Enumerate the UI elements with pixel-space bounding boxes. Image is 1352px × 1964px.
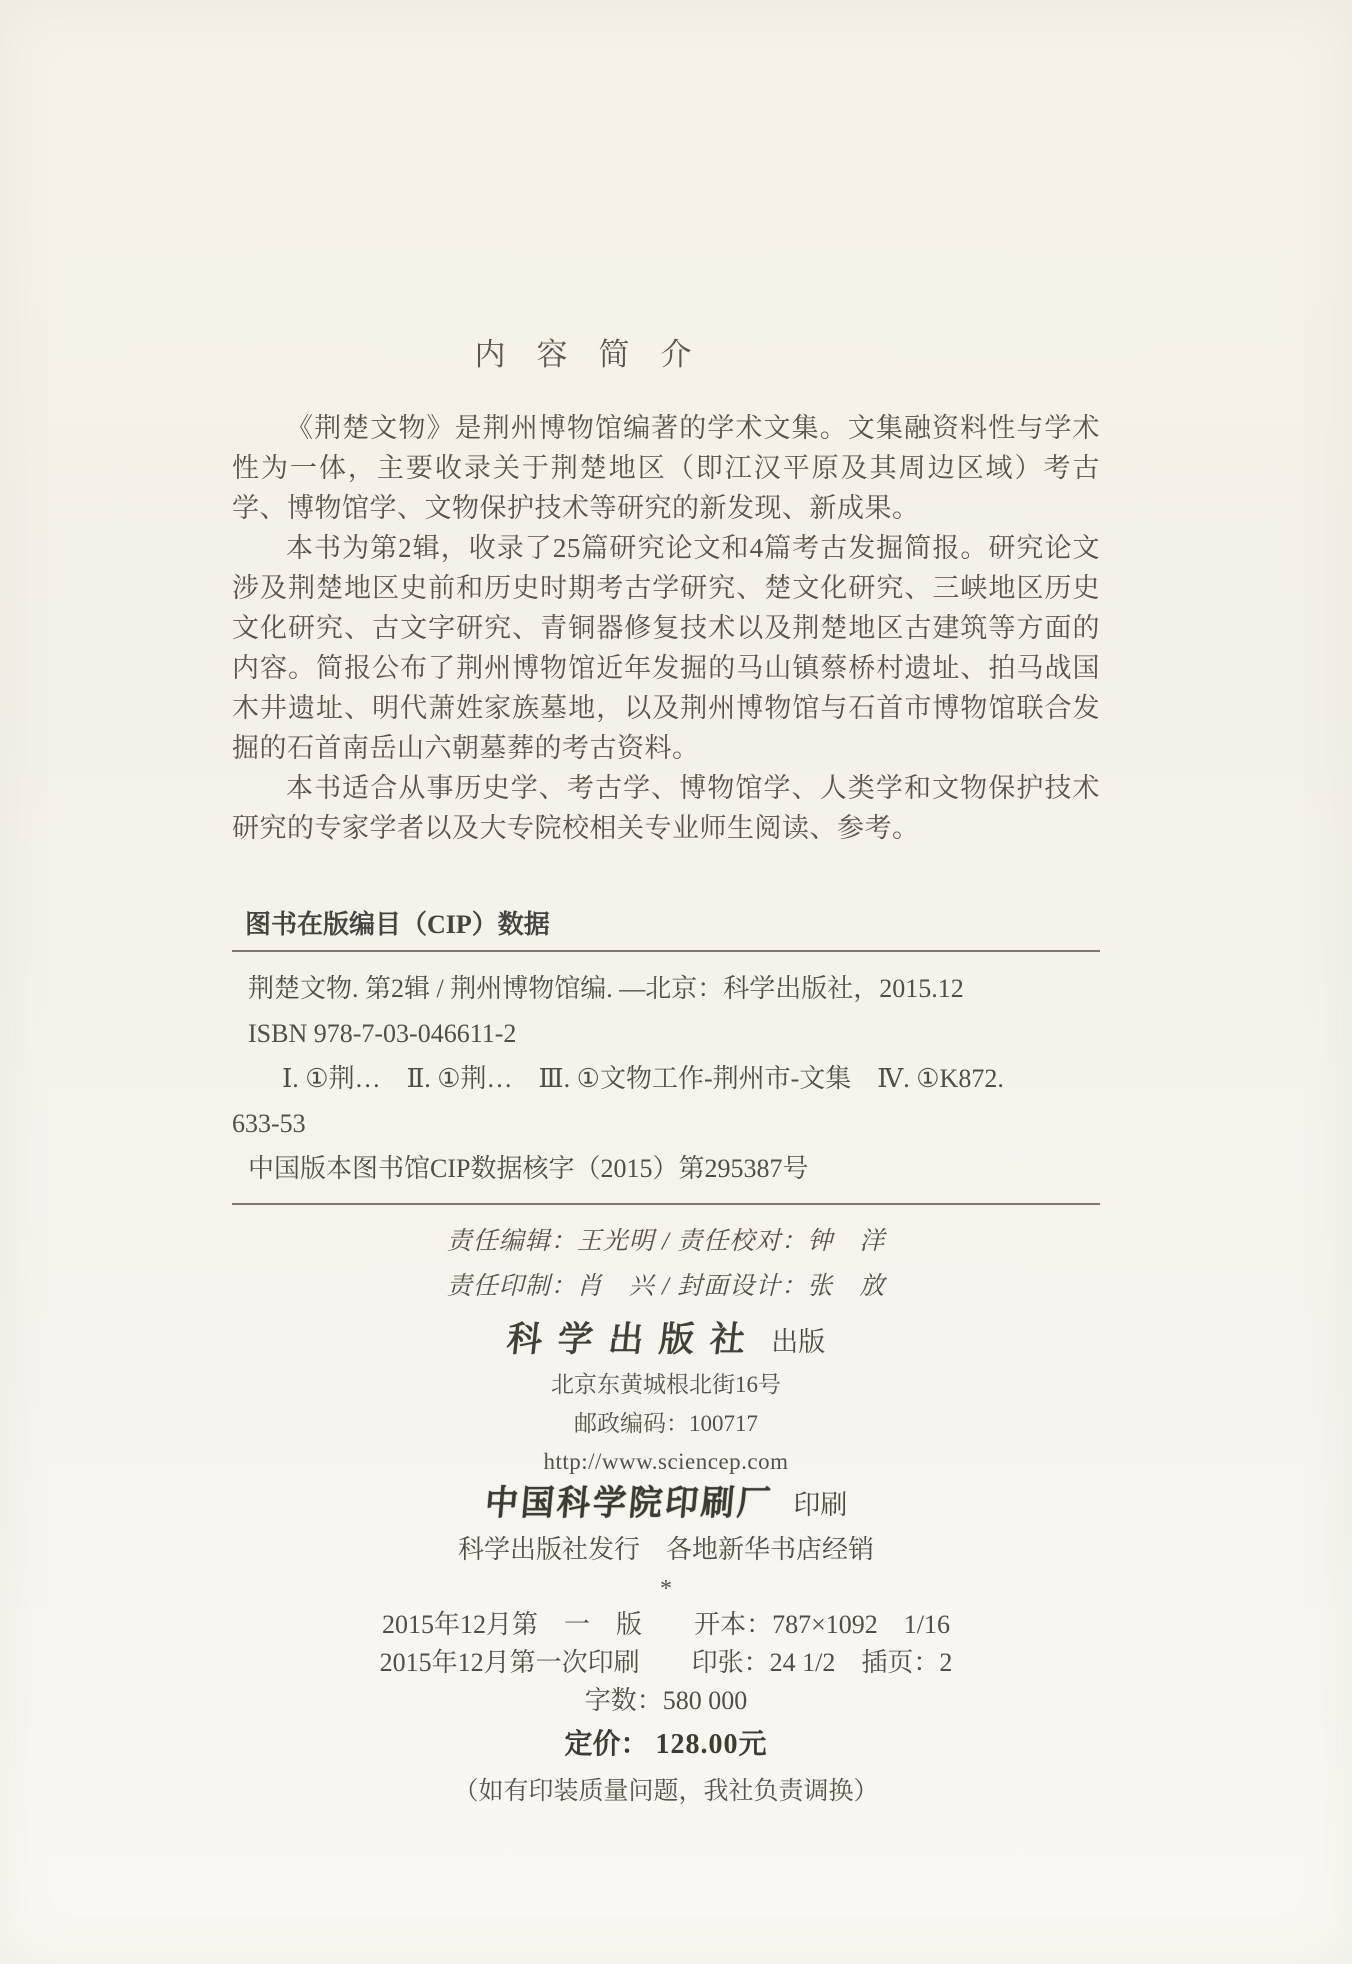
cip-classification-continued: 633-53 — [232, 1109, 306, 1138]
distribution-line: 科学出版社发行 各地新华书店经销 — [457, 1535, 874, 1564]
website-line: http://www.sciencep.com — [543, 1449, 789, 1474]
publisher-logo: 科学出版社 — [504, 1320, 763, 1359]
word-count-line: 字数：580 000 — [584, 1686, 748, 1715]
publisher-suffix: 出版 — [771, 1327, 826, 1357]
intro-section — [232, 408, 1100, 848]
publisher-address-line: 北京东黄城根北街16号 — [551, 1372, 781, 1397]
intro-paragraph: 本书为第2辑，收录了25篇研究论文和4篇考古发掘简报。研究论文涉及荆楚地区史前和历史时期考古学研究、楚文化研究、三峡地区历史文化研究、古文字研究、青铜器修复技术以及荆楚地区古建筑等方面的内容。简报公布了荆州博物馆近年发掘的马山镇蔡桥村遗址、拍马战国木井遗址、明代萧姓家族墓地，以及荆州博物馆与石首市博物馆联合发掘的石首南岳山六朝墓葬的考古资料。 — [232, 533, 1100, 763]
edition-date: 2015年12月第 一 版 — [382, 1610, 643, 1639]
publisher-line — [232, 1317, 1100, 1365]
price-value: 128.00元 — [655, 1729, 768, 1760]
format-spec: 开本：787×1092 1/16 — [694, 1610, 950, 1639]
asterisk-separator: * — [660, 1576, 672, 1602]
cip-classification-line: Ⅰ. ①荆… Ⅱ. ①荆… Ⅲ. ①文物工作-荆州市-文集 Ⅳ. ①K872. — [282, 1064, 1004, 1093]
printer-line — [232, 1481, 1100, 1528]
print-design-credits-line: 责任印制：肖 兴 / 封面设计：张 放 — [446, 1273, 886, 1300]
imprint-block — [232, 1317, 1100, 1816]
colophon-section — [232, 1205, 1100, 1816]
cip-header: 图书在版编目（CIP）数据 — [245, 910, 550, 939]
price-label: 定价： — [564, 1729, 649, 1760]
printing-date: 2015年12月第一次印刷 — [379, 1648, 640, 1677]
intro-paragraph: 本书适合从事历史学、考古学、博物馆学、人类学和文物保护技术研究的专家学者以及大专院校相关专业师生阅读、参考。 — [232, 773, 1100, 843]
printer-suffix: 印刷 — [793, 1490, 848, 1520]
price-line — [232, 1722, 1100, 1768]
content-column — [232, 336, 1100, 1816]
cip-registry-line: 中国版本图书馆CIP数据核字（2015）第295387号 — [248, 1154, 809, 1183]
quality-note-line: （如有印装质量问题，我社负责调换） — [453, 1778, 879, 1805]
printing-line — [232, 1644, 1100, 1682]
printer-logo: 中国科学院印刷厂 — [482, 1485, 775, 1523]
cip-record-line: 荆楚文物. 第2辑 / 荆州博物馆编. —北京：科学出版社，2015.12 — [248, 974, 964, 1003]
cip-isbn-line: ISBN 978-7-03-046611-2 — [248, 1019, 517, 1048]
sheets-spec: 印张：24 1/2 插页：2 — [691, 1648, 953, 1677]
postal-code-line: 邮政编码：100717 — [574, 1411, 758, 1436]
intro-paragraph: 《荆楚文物》是荆州博物馆编著的学术文集。文集融资料性与学术性为一体，主要收录关于荆楚地区（即江汉平原及其周边区域）考古学、博物馆学、文物保护技术等研究的新发现、新成果。 — [232, 413, 1100, 523]
edition-line — [232, 1606, 1100, 1644]
editor-credits-line: 责任编辑：王光明 / 责任校对：钟 洋 — [446, 1228, 886, 1255]
cip-section — [232, 908, 1100, 1205]
cip-body — [232, 952, 1100, 1191]
page-title: 内 容 简 介 — [474, 337, 692, 372]
